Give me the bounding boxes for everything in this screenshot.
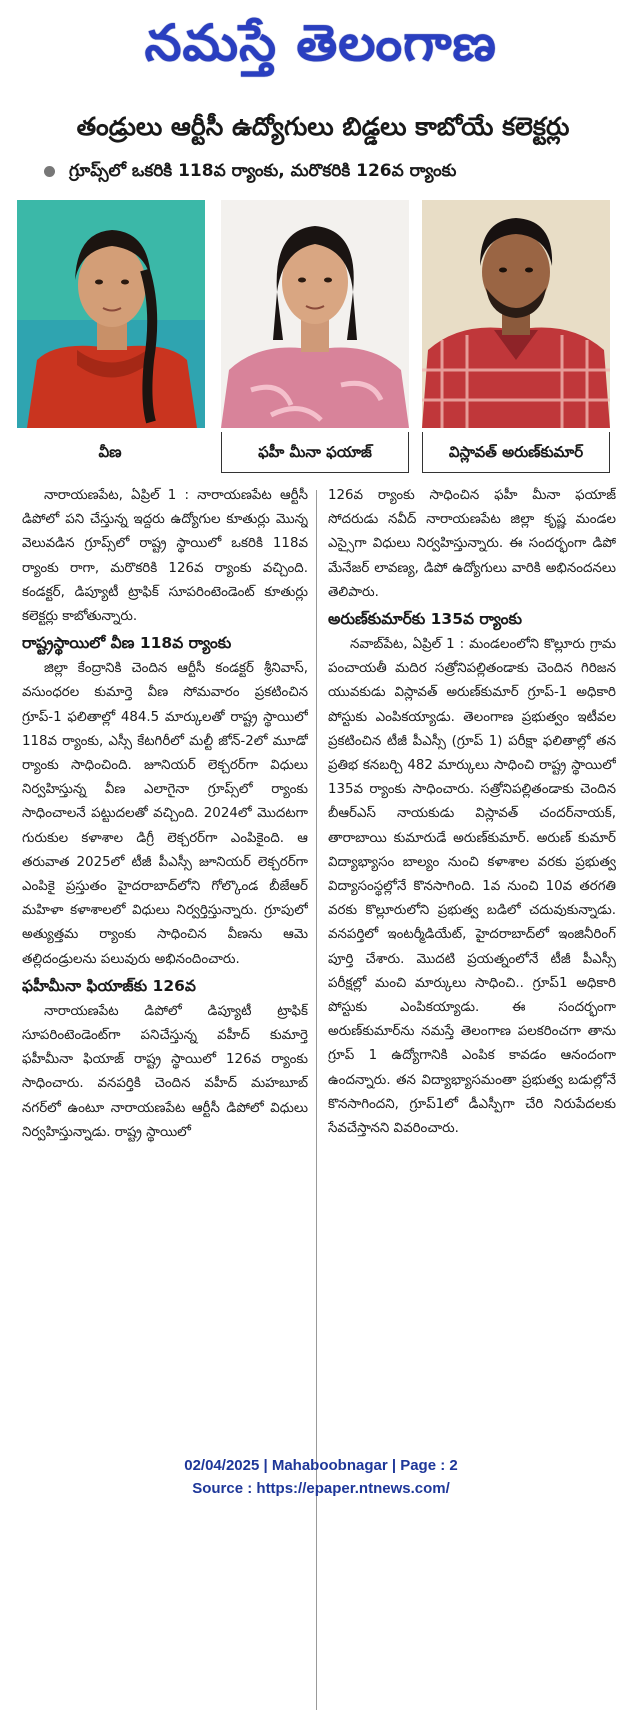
masthead xyxy=(0,0,642,90)
section-heading-veena: రాష్ట్రస్థాయిలో వీణ 118వ ర్యాంకు xyxy=(22,634,232,653)
newspaper-title: నమస్తే తెలంగాణ xyxy=(144,14,498,72)
bullet-icon xyxy=(44,166,55,177)
caption-arun-kumar: విస్లావత్ అరుణ్‌కుమార్ xyxy=(422,432,610,473)
photo-fahi-meena-fayaz xyxy=(221,200,409,428)
photo-veena xyxy=(17,200,205,428)
article-column-right xyxy=(328,484,616,1714)
article-paragraph-arun-kumar: నవాబ్‌పేట, ఏప్రిల్ 1 : మండలంలోని కొల్లూరు గ్రామ పంచాయతీ మదిర సత్రోనిపల్లితండాకు చెందిన గిరిజన యువకుడు విస్లావత్ అరుణ్‌కుమార్ గ్రూప్-1 అధికారి పోస్టుకు ఎంపికయ్యాడు. తెలంగాణ ప్రభుత్వం ఇటీవల ప్రకటించిన టీజీ పీఎస్సీ (గ్రూప్ 1) పరీక్షా ఫలితాల్లో తన ప్రతిభ కనబర్చి 482 మార్కులు సాధించి రాష్ట్ర స్థాయిలో 135వ ర్యాంకు సాధించారు. సత్రోనిపల్లితండాకు చెందిన బీఆర్ఎస్ నాయకుడు విస్లావత్ చందర్‌నాయక్, తారాబాయి కుమారుడే అరుణ్‌కుమార్. అరుణ్ కుమార్ విద్యాభ్యాసం బాల్యం నుంచి కళాశాల వరకు ప్రభుత్వ విద్యాసంస్థల్లోనే కొనసాగింది. 1వ నుంచి 10వ తరగతి వరకు కొల్లూరులోని ప్రభుత్వ బడిలో చదువుకున్నాడు. వనపర్తిలో ఇంటర్మీడియేట్, హైదరాబాద్‌లో ఇంజినీరింగ్ పూర్తి చేశారు. మొదటి ప్రయత్నంలోనే టీజీ పీఎస్సీ పరీక్షల్లో మంచి మార్కులు సాధించి.. గ్రూప్1 అధికారి పోస్టుకు ఎంపికయ్యాడు. ఈ సందర్భంగా అరుణ్‌కుమార్‌ను నమస్తే తెలంగాణ పలకరించగా తాను గ్రూప్ 1 ఉద్యోగానికి ఎంపిక కావడం ఆనందంగా ఉందన్నారు. తన విద్యాభ్యాసమంతా ప్రభుత్వ బడుల్లోనే కొనసాగిందని, గ్రూప్1లో డీఎస్పీగా చేరి నిరుపేదలకు సేవచేస్తానని వివరించారు. xyxy=(328,637,616,1137)
article-paragraph-continued: 126వ ర్యాంకు సాధించిన ఫహీ మీనా ఫయాజ్ సోదరుడు నవీద్ నారాయణపేట జిల్లా కృష్ణ మండల ఎస్సైగా విధులు నిర్వహిస్తున్నారు. ఈ సందర్భంగా డిపో మేనేజర్ లావణ్య, డిపో ఉద్యోగులు వారికి అభినందనలు తెలిపారు. xyxy=(328,488,616,600)
section-heading-fahi-meena: ఫహీమీనా ఫియాజ్‌కు 126వ xyxy=(22,976,196,995)
footer-date-edition: 02/04/2025 | Mahaboobnagar | Page : 2 xyxy=(184,1457,458,1474)
caption-veena: వీణ xyxy=(17,432,203,472)
subheadline-text: గ్రూప్స్‌లో ఒకరికి 118వ ర్యాంకు, మరొకరికి 126వ ర్యాంకు xyxy=(69,161,457,181)
section-heading-arun-kumar: అరుణ్‌కుమార్‌కు 135వ ర్యాంకు xyxy=(328,610,522,629)
subheadline xyxy=(44,156,624,186)
column-divider xyxy=(316,490,317,1710)
photo-arun-kumar xyxy=(422,200,610,428)
headline: తండ్రులు ఆర్టీసీ ఉద్యోగులు బిడ్డలు కాబోయే కలెక్టర్లు xyxy=(76,112,570,141)
article-column-left xyxy=(22,484,308,1714)
article-paragraph-fahi-meena: నారాయణపేట డిపోలో డిప్యూటీ ట్రాఫిక్ సూపరింటెండెంట్‌గా పనిచేస్తున్న వహీద్ కుమార్తె ఫహీమీనా ఫియాజ్ రాష్ట్ర స్థాయిలో 126వ ర్యాంకు సాధించారు. వనపర్తికి చెందిన వహీద్ మహబూబ్ నగర్‌లో ఉంటూ నారాయణపేట ఆర్టీసీ డిపోలో విధులు నిర్వహిస్తున్నాడు. రాష్ట్ర స్థాయిలో xyxy=(22,1003,308,1140)
article-paragraph-veena: జిల్లా కేంద్రానికి చెందిన ఆర్టీసీ కండక్టర్ శ్రీనివాస్, వసుంధరల కుమార్తె వీణ సోమవారం ప్రకటించిన గ్రూప్-1 ఫలితాల్లో 484.5 మార్కులతో రాష్ట్ర స్థాయిలో 118వ ర్యాంకు, ఎస్సీ కేటగిరీలో మల్టీ జోన్-2లో మూడో ర్యాంకు సాధించింది. జూనియర్ లెక్చరర్‌గా విధులు నిర్వహిస్తున్న వీణ ఎలాగైనా గ్రూప్స్‌లో ర్యాంకు సాధించాలనే పట్టుదలతో వచ్చింది. 2024లో మొదటగా గురుకుల కళాశాల డిగ్రీ లెక్చరర్‌గా ఎంపికైంది. ఆ తరువాత 2025లో టీజీ పీఎస్సీ జూనియర్ లెక్చరర్‌గా ఎంపికై ప్రస్తుతం హైదరాబాద్‌లోని గోల్కొండ బీజేఆర్ మహిళా కళాశాలలో విధులు నిర్వర్తిస్తున్నారు. గ్రూపులో అత్యుత్తమ ర్యాంకు సాధించిన వీణను ఆమె తల్లిదండ్రులను పలువురు అభినందించారు. xyxy=(22,661,308,967)
footer-source: Source : https://epaper.ntnews.com/ xyxy=(192,1480,450,1497)
caption-fahi-meena-fayaz: ఫహీ మీనా ఫయాజ్ xyxy=(221,432,409,473)
article-intro: నారాయణపేట, ఏప్రిల్ 1 : నారాయణపేట ఆర్టీసీ డిపోలో పని చేస్తున్న ఇద్దరు ఉద్యోగుల కూతుర్లు మొన్న వెలువడిన గ్రూప్స్‌లో రాష్ట్ర స్థాయిలో ఒకరికి 118వ ర్యాంకు రాగా, మరొకరికి 126వ ర్యాంకు వచ్చింది. కండక్టర్, డిప్యూటీ ట్రాఫిక్ సూపరింటెండెంట్ కూతుర్లు కలెక్టర్లు కాబోతున్నారు. xyxy=(22,488,308,625)
